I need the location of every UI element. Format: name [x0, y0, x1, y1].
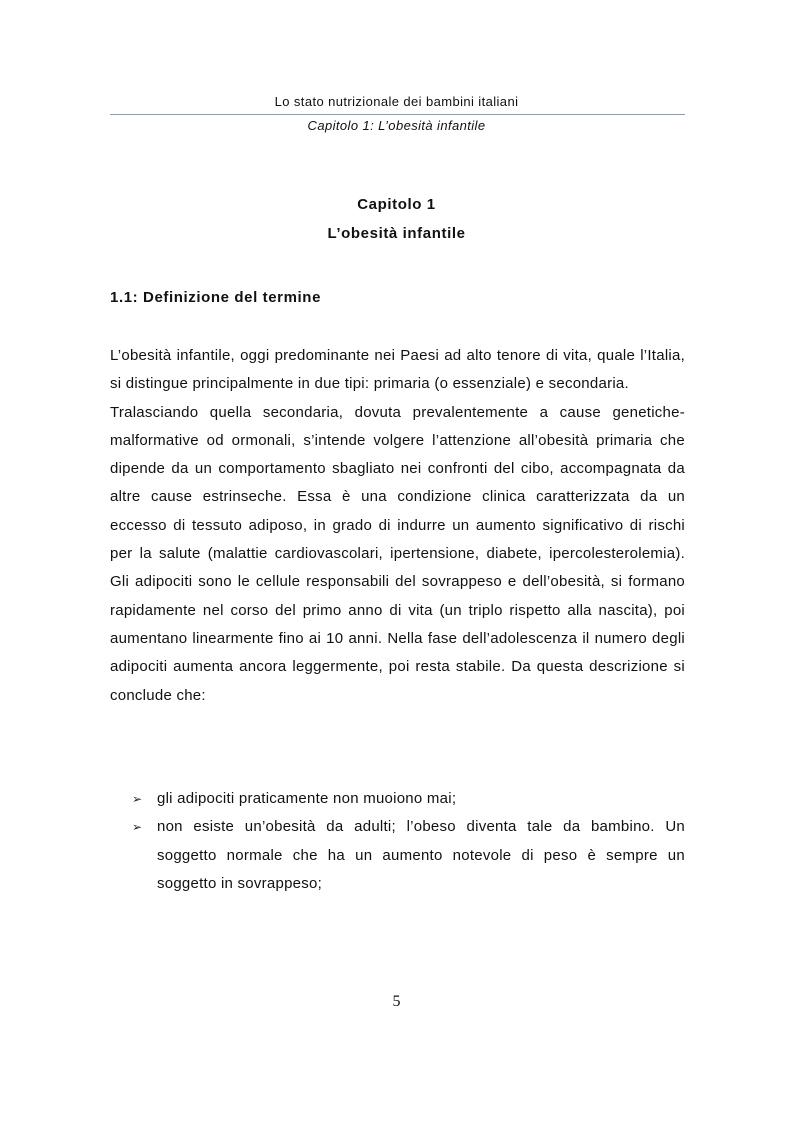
list-item: [110, 785, 685, 813]
paragraph: L’obesità infantile, oggi predominante nei Paesi ad alto tenore di vita, quale l’Italia, si distingue principalmente in due tipi: primaria (o essenziale) e secondaria.: [110, 347, 685, 393]
running-header-subtitle: Capitolo 1: L’obesità infantile: [307, 118, 486, 133]
running-header-title: [0, 94, 793, 109]
page-number: 5: [392, 993, 401, 1010]
header-divider: [110, 114, 685, 115]
section-heading: 1.1: Definizione del termine: [110, 289, 322, 306]
running-header-title-text: Lo stato nutrizionale dei bambini italiani: [274, 94, 519, 109]
list-item: [110, 813, 685, 898]
bullet-list: [110, 785, 685, 898]
list-item-text: gli adipociti praticamente non muoiono mai;: [157, 790, 457, 807]
paragraph: Tralasciando quella secondaria, dovuta prevalentemente a cause genetiche-malformative od ormonali, s’intende volgere l’attenzione all’obesità primaria che dipende da un comportamento sbagliato nei confronti del cibo, accompagnata da altre cause estrinseche. Essa è una condizione clinica caratterizzata da un eccesso di tessuto adiposo, in grado di indurre un aumento significativo di rischi per la salute (malattie cardiovascolari, ipertensione, diabete, ipercolesterolemia). Gli adipociti sono le cellule responsabili del sovrappeso e dell’obesità, si formano rapidamente nel corso del primo anno di vita (un triplo rispetto alla nascita), poi aumentano linearmente fino ai 10 anni. Nella fase dell’adolescenza il numero degli adipociti aumenta ancora leggermente, poi resta stabile. Da questa descrizione si conclude che:: [110, 403, 685, 704]
chapter-number: Capitolo 1: [357, 196, 436, 213]
arrowhead-bullet-icon: ➢: [132, 792, 143, 806]
chapter-title: L’obesità infantile: [327, 225, 466, 242]
list-item-text: non esiste un’obesità da adulti; l’obeso diventa tale da bambino. Un soggetto normale che ha un aumento notevole di peso è sempre un soggetto in sovrappeso;: [157, 818, 685, 892]
body-text: [110, 342, 685, 710]
arrowhead-bullet-icon: ➢: [132, 820, 143, 835]
